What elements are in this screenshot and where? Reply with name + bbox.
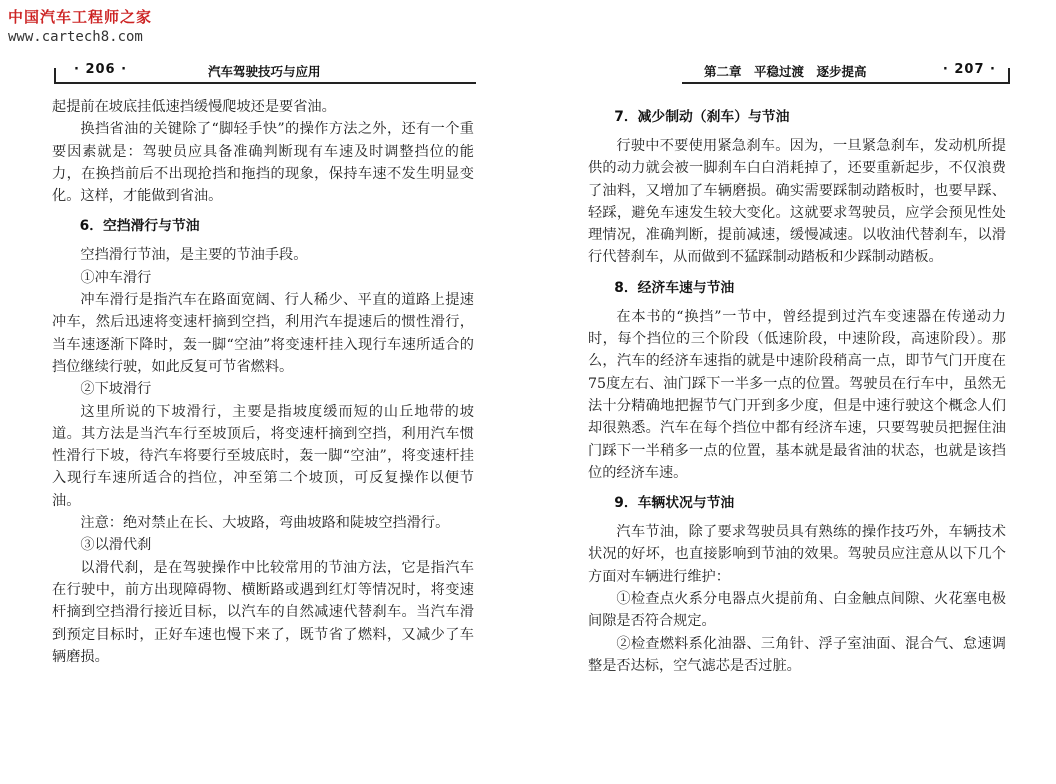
header-edge [54, 68, 56, 84]
paragraph: 起提前在坡底挂低速挡缓慢爬坡还是要省油。 [52, 99, 336, 115]
section-heading: 9．车辆状况与节油 [614, 495, 735, 512]
section-heading: 7．减少制动（刹车）与节油 [614, 109, 790, 125]
right-page-number: · 207 · [942, 62, 996, 77]
paragraph: 汽车节油，除了要求驾驶员具有熟练的操作技巧外，车辆技术状况的好坏，也直接影响到节油的效果。驾驶员应注意从以下几个方面对车辆进行维护： [588, 524, 1006, 585]
paragraph: 这里所说的下坡滑行，主要是指坡度缓而短的山丘地带的坡道。其方法是当汽车行至坡顶后，将变速杆摘到空挡，利用汽车惯性滑行下坡，待汽车将要行至坡底时，轰一脚“空油”，将变速杆挂入现行车速所适合的挡位，冲至第二个坡顶，可反复操作以便节油。 [52, 403, 474, 509]
right-page-header [682, 62, 1010, 84]
left-running-title: 汽车驾驶技巧与应用 [208, 64, 321, 79]
watermark-title: 中国汽车工程师之家 [8, 8, 153, 26]
right-page-body [588, 106, 1006, 677]
item-title: ①冲车滑行 [80, 269, 152, 286]
header-edge [1008, 68, 1010, 84]
item-title: ③以滑代刹 [80, 537, 152, 554]
paragraph: 行驶中不要使用紧急刹车。因为，一旦紧急刹车，发动机所提供的动力就会被一脚刹车白白消耗掉了，还要重新起步，不仅浪费了油料，又增加了车辆磨损。确实需要踩制动踏板时，也要早踩、轻踩，避免车速发生较大变化。这就要求驾驶员，应学会预见性处理情况，准确判断，提前减速，缓慢减速。以收油代替刹车，以滑行代替刹车，从而做到不猛踩制动踏板和少踩制动踏板。 [588, 138, 1006, 266]
paragraph: 在本书的“换挡”一节中，曾经提到过汽车变速器在传递动力时，每个挡位的三个阶段（低速阶段，中速阶段，高速阶段）。那么，汽车的经济车速指的就是中速阶段稍高一点，即节气门开度在75度左右、油门踩下一半多一点的位置。驾驶员在行车中，虽然无法十分精确地把握节气门开到多少度，但是中速行驶这个概念人们却很熟悉。汽车在每个挡位中都有经济车速，只要驾驶员把握住油门踩下一半稍多一点的位置，基本就是最省油的状态，也就是该挡位的经济车速。 [588, 308, 1006, 481]
section-heading: 6．空挡滑行与节油 [79, 218, 200, 235]
left-page [48, 0, 474, 784]
right-page [586, 0, 1006, 784]
paragraph: 空挡滑行节油，是主要的节油手段。 [80, 247, 308, 264]
paragraph: 冲车滑行是指汽车在路面宽阔、行人稀少、平直的道路上提速冲车，然后迅速将变速杆摘到空挡，利用汽车提速后的惯性滑行，当车速逐渐下降时，轰一脚“空油”将变速杆挂入现行车速所适合的挡位继续行驶，如此反复可节省燃料。 [52, 292, 474, 375]
list-item: ②检查燃料系化油器、三角针、浮子室油面、混合气、怠速调整是否达标，空气滤芯是否过脏。 [588, 635, 1006, 674]
item-title: ②下坡滑行 [80, 381, 152, 398]
paragraph: 以滑代刹，是在驾驶操作中比较常用的节油方法，它是指汽车在行驶中，前方出现障碍物、横断路或遇到红灯等情况时，将变速杆摘到空挡滑行接近目标，以汽车的自然减速代替刹车。当汽车滑到预定目标时，正好车速也慢下来了，既节省了燃料，又减少了车辆磨损。 [52, 559, 474, 665]
list-item: ①检查点火系分电器点火提前角、白金触点间隙、火花塞电极间隙是否符合规定。 [588, 591, 1006, 630]
note: 注意：绝对禁止在长、大坡路，弯曲坡路和陡坡空挡滑行。 [80, 515, 450, 532]
paragraph: 换挡省油的关键除了“脚轻手快”的操作方法之外，还有一个重要因素就是：驾驶员应具备准确判断现有车速及时调整挡位的能力，在换挡前后不出现抢挡和拖挡的现象，保持车速不发生明显变化。这样，才能做到省油。 [52, 121, 474, 205]
watermark-url: www.cartech8.com [8, 29, 143, 45]
section-heading: 8．经济车速与节油 [614, 279, 735, 296]
chapter-title: 第二章 平稳过渡 逐步提高 [704, 64, 867, 79]
left-page-header [54, 62, 476, 84]
left-page-number: · 206 · [74, 62, 128, 77]
left-page-body [52, 96, 474, 668]
